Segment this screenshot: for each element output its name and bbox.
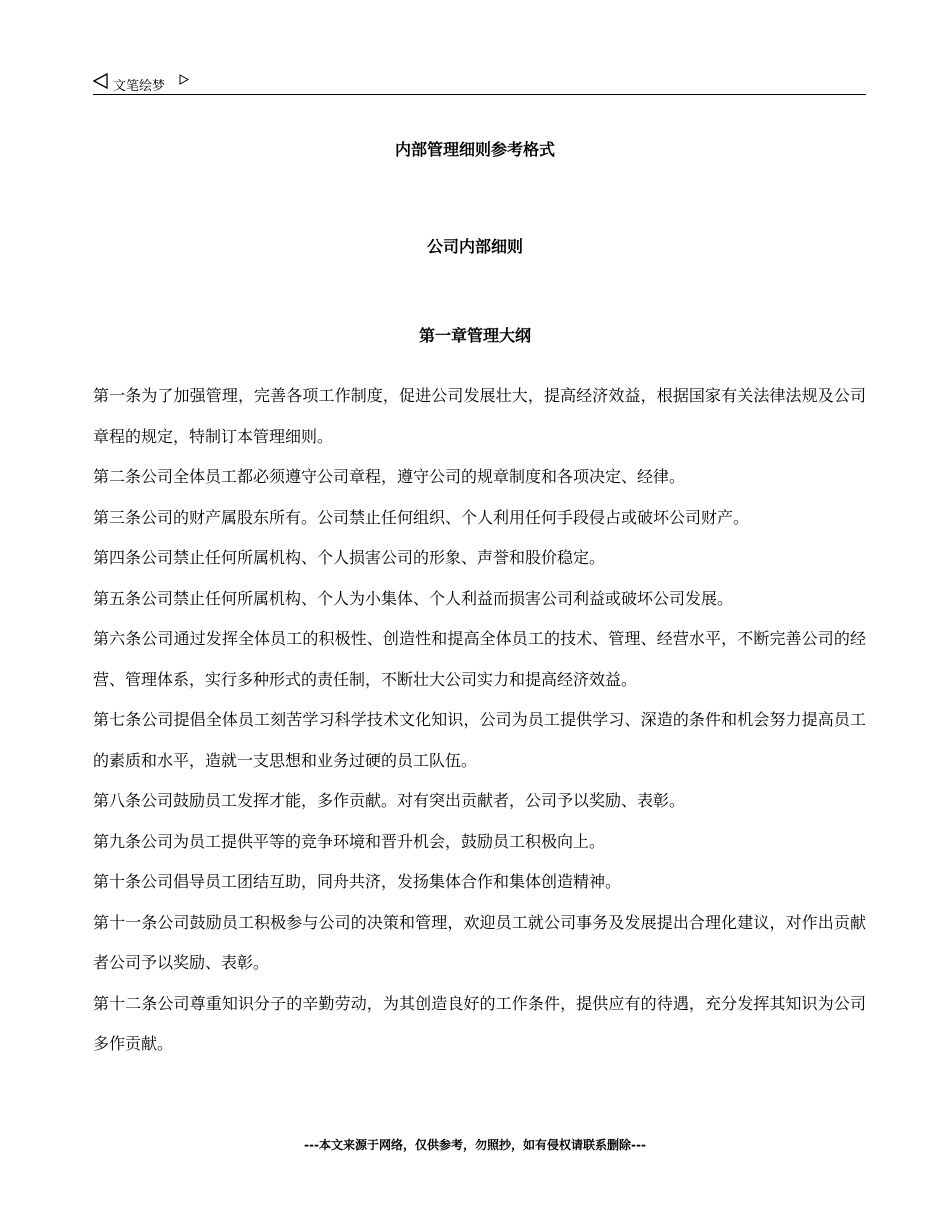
article-10: 第十条公司倡导员工团结互助，同舟共济，发扬集体合作和集体创造精神。: [93, 872, 622, 891]
article-3: 第三条公司的财产属股东所有。公司禁止任何组织、个人利用任何手段侵占或破坏公司财产。: [93, 507, 750, 527]
article-8: 第八条公司鼓励员工发挥才能，多作贡献。对有突出贡献者，公司予以奖励、表彰。: [93, 791, 686, 810]
document-title: 内部管理细则参考格式: [394, 140, 555, 159]
article-11: 第十一条公司鼓励员工积极参与公司的决策和管理，欢迎员工就公司事务及发展提出合理化建议，对作出贡献者公司予以奖励、表彰。: [93, 912, 866, 972]
article-9: 第九条公司为员工提供平等的竞争环境和晋升机会，鼓励员工积极向上。: [93, 831, 606, 851]
article-2: 第二条公司全体员工都必须遵守公司章程，遵守公司的规章制度和各项决定、经律。: [93, 467, 686, 486]
header-brand: 文笔绘梦: [113, 79, 166, 94]
article-5: 第五条公司禁止任何所属机构、个人为小集体、个人利益而损害公司利益或破坏公司发展。: [93, 588, 734, 608]
footer-disclaimer: ---本文来源于网络，仅供参考，勿照抄，如有侵权请联系删除---: [304, 1138, 646, 1152]
article-7: 第七条公司提倡全体员工刻苦学习科学技术文化知识，公司为员工提供学习、深造的条件和机会努力提高员工的素质和水平，造就一支思想和业务过硬的员工队伍。: [93, 710, 866, 770]
document-body: [93, 376, 866, 1065]
triangle-right-icon: [179, 74, 189, 85]
article-12: 第十二条公司尊重知识分子的辛勤劳动，为其创造良好的工作条件，提供应有的待遇，充分发挥其知识为公司多作贡献。: [93, 993, 866, 1053]
article-4: 第四条公司禁止任何所属机构、个人损害公司的形象、声誉和股价稳定。: [93, 548, 606, 567]
article-1: 第一条为了加强管理，完善各项工作制度，促进公司发展壮大，提高经济效益，根据国家有关法律法规及公司章程的规定，特制订本管理细则。: [93, 386, 866, 446]
document-subtitle: 公司内部细则: [426, 237, 523, 256]
triangle-left-icon: [93, 73, 108, 89]
chapter-title: 第一章管理大纲: [418, 326, 531, 345]
page-header: [93, 72, 866, 95]
article-6: 第六条公司通过发挥全体员工的积极性、创造性和提高全体员工的技术、管理、经营水平，不断完善公司的经营、管理体系，实行多种形式的责任制，不断壮大公司实力和提高经济效益。: [93, 629, 866, 689]
